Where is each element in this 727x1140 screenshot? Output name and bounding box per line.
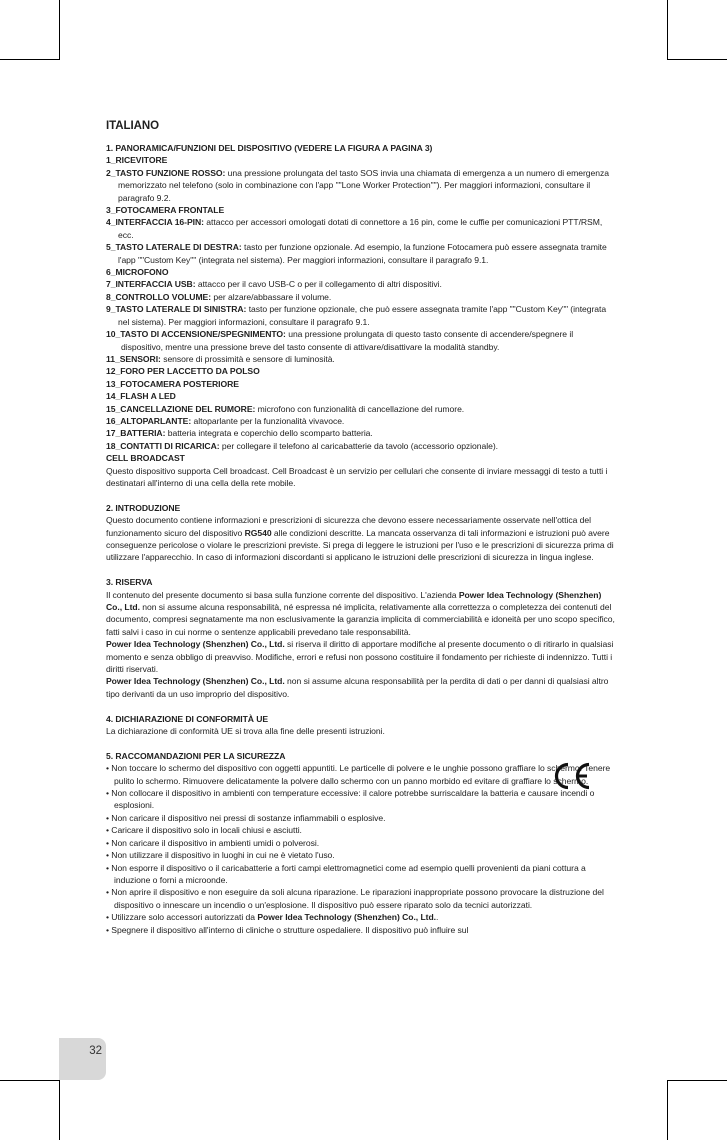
language-title: ITALIANO xyxy=(106,120,160,132)
feature-item-label: 5_TASTO LATERALE DI DESTRA: xyxy=(106,242,242,253)
feature-item-text: batteria integrata e coperchio dello scomparto batteria. xyxy=(165,428,373,439)
feature-item-label: 14_FLASH A LED xyxy=(106,391,176,402)
feature-item-text: tasto per funzione opzionale, che può essere assegnata tramite l'app ""Custom Key"" (integrata nel sistema). Per maggiori informazioni, consultare il paragrafo 9.1. xyxy=(118,304,607,327)
feature-item-label: 1_RICEVITORE xyxy=(106,155,168,166)
feature-item-text: sensore di prossimità e sensore di luminosità. xyxy=(160,353,335,364)
crop-mark xyxy=(667,1080,668,1140)
section-2-title: 2. INTRODUZIONE xyxy=(106,502,181,513)
safety-bullet: • Non esporre il dispositivo o il caricabatterie a forti campi elettromagnetici come ad esempio quelli provenienti da piani cottura a induzione o forni a microonde. xyxy=(106,862,586,885)
company-name: Power Idea Technology (Shenzhen) Co., Ltd. xyxy=(257,912,437,923)
feature-item-label: 2_TASTO FUNZIONE ROSSO: xyxy=(106,167,226,178)
document-body xyxy=(106,119,616,936)
safety-bullet: • Non aprire il dispositivo e non eseguire da soli alcuna riparazione. Le riparazioni inappropriate possono provocare la distruzione del dispositivo o innescare un incendio o un'esplosione. Il dispositivo può essere riparato solo da tecnici autorizzati. xyxy=(106,887,604,910)
disclaimer-paragraph-1: Il contenuto del presente documento si basa sulla funzione corrente del dispositivo. L'azienda Power Idea Technology (Shenzhen) Co., Ltd. non si assume alcuna responsabilità, né espressa né implicita, relativamente alla correttezza o completezza dei contenuti del documento, compresi segnatamente ma non esclusivamente la garanzia implicita di commerciabilità e idoneità per uno scopo specifico, fatti salvi i caso in cui norme o sentenze applicabili prevedano tale responsabilità. xyxy=(106,589,615,637)
safety-list xyxy=(106,762,616,911)
disclaimer-paragraph-3: Power Idea Technology (Shenzhen) Co., Ltd. non si assume alcuna responsabilità per la perdita di dati o per danni di qualsiasi altro tipo derivanti da un uso improprio del dispositivo. xyxy=(106,676,609,699)
model-name: RG540 xyxy=(244,527,272,538)
feature-item-text: una pressione prolungata del tasto SOS invia una chiamata di emergenza a un numero di emergenza memorizzato nel telefono (solo in combinazione con l'app ""Lone Worker Protection""). Per maggiori informazioni, consultare il paragrafo 9.2. xyxy=(118,167,609,203)
crop-mark xyxy=(667,59,727,60)
feature-item xyxy=(106,403,616,415)
safety-bullet: • Non utilizzare il dispositivo in luoghi in cui ne è vietato l'uso. xyxy=(106,850,335,861)
crop-mark xyxy=(0,59,60,60)
feature-item xyxy=(106,303,616,328)
feature-item-label: 18_CONTATTI DI RICARICA: xyxy=(106,440,220,451)
feature-item xyxy=(106,241,616,266)
page-number-tab xyxy=(59,1038,106,1080)
safety-bullet: • Utilizzare solo accessori autorizzati da Power Idea Technology (Shenzhen) Co., Ltd.. xyxy=(106,912,439,923)
feature-item xyxy=(106,291,616,303)
feature-item-label: 12_FORO PER LACCETTO DA POLSO xyxy=(106,366,260,377)
feature-item xyxy=(106,266,616,278)
cell-broadcast-title: CELL BROADCAST xyxy=(106,453,185,464)
feature-item xyxy=(106,353,616,365)
feature-item-label: 15_CANCELLAZIONE DEL RUMORE: xyxy=(106,403,256,414)
feature-item-label: 7_INTERFACCIA USB: xyxy=(106,279,196,290)
feature-item xyxy=(106,390,616,402)
crop-mark xyxy=(0,1080,60,1081)
feature-list xyxy=(106,154,616,452)
section-5-title: 5. RACCOMANDAZIONI PER LA SICUREZZA xyxy=(106,750,286,761)
safety-bullet: • Spegnere il dispositivo all'interno di cliniche o strutture ospedaliere. Il dispositivo può influire sul xyxy=(106,924,469,935)
feature-item-text: attacco per il cavo USB-C o per il collegamento di altri dispositivi. xyxy=(195,279,442,290)
feature-item-text: attacco per accessori omologati dotati di connettore a 16 pin, come le cuffie per comunicazioni PTT/RSM, ecc. xyxy=(118,217,603,240)
feature-item-label: 11_SENSORI: xyxy=(106,353,161,364)
introduction-text: Questo documento contiene informazioni e prescrizioni di sicurezza che devono essere necessariamente osservate nell'ottica del funzionamento sicuro del dispositivo RG540 alle condizioni descritte. La mancata osservanza di tali informazioni e istruzioni può avere conseguenze pericolose o violare le prescrizioni previste. Si prega di leggere le istruzioni per l'uso e le prescrizioni di sicurezza prima di utilizzare l'apparecchio. In caso di informazioni discordanti si applicano le istruzioni delle prescrizioni di sicurezza in lingua inglese. xyxy=(106,515,614,563)
feature-item-text: altoparlante per la funzionalità vivavoce. xyxy=(191,415,345,426)
section-4-title: 4. DICHIARAZIONE DI CONFORMITÀ UE xyxy=(106,713,269,724)
page-number: 32 xyxy=(89,1045,102,1057)
feature-item-text: tasto per funzione opzionale. Ad esempio, la funzione Fotocamera può essere assegnata tramite l'app ""Custom Key"" (integrata nel sistema). Per maggiori informazioni, consultare il paragrafo 9.1. xyxy=(118,242,607,265)
feature-item-label: 4_INTERFACCIA 16-PIN: xyxy=(106,217,204,228)
feature-item xyxy=(106,440,616,452)
feature-item-label: 3_FOTOCAMERA FRONTALE xyxy=(106,205,225,216)
feature-item-label: 10_TASTO DI ACCENSIONE/SPEGNIMENTO: xyxy=(106,329,286,340)
feature-item-label: 16_ALTOPARLANTE: xyxy=(106,415,192,426)
crop-mark xyxy=(667,0,668,60)
feature-item-label: 9_TASTO LATERALE DI SINISTRA: xyxy=(106,304,247,315)
safety-bullet: • Non toccare lo schermo del dispositivo con oggetti appuntiti. Le particelle di polvere e le unghie possono graffiare lo schermo. Tenere pulito lo schermo. Rimuovere delicatamente la polvere dallo schermo con un panno morbido ed evitare di graffiare lo schermo. xyxy=(106,763,611,786)
ce-mark-icon xyxy=(552,761,594,791)
feature-item xyxy=(106,378,616,390)
feature-item xyxy=(106,415,616,427)
company-name: Power Idea Technology (Shenzhen) Co., Ltd. xyxy=(106,639,285,650)
feature-item xyxy=(106,427,616,439)
feature-item xyxy=(106,278,616,290)
section-3-title: 3. RISERVA xyxy=(106,577,153,588)
cell-broadcast-text: Questo dispositivo supporta Cell broadcast. Cell Broadcast è un servizio per cellulari che consente di inviare messaggi di testo a tutti i destinatari all'interno di una cella della rete mobile. xyxy=(106,465,608,488)
crop-mark xyxy=(59,1080,60,1140)
feature-item xyxy=(106,328,616,353)
feature-item xyxy=(106,365,616,377)
feature-item-text: per alzare/abbassare il volume. xyxy=(211,291,332,302)
feature-item-label: 8_CONTROLLO VOLUME: xyxy=(106,291,212,302)
company-name: Power Idea Technology (Shenzhen) Co., Ltd. xyxy=(106,589,602,612)
feature-item-text: per collegare il telefono al caricabatterie da tavolo (accessorio opzionale). xyxy=(219,440,498,451)
feature-item xyxy=(106,216,616,241)
feature-item xyxy=(106,154,616,166)
safety-bullet: • Non caricare il dispositivo nei pressi di sostanze infiammabili o esplosive. xyxy=(106,812,386,823)
crop-mark xyxy=(59,0,60,60)
safety-bullet: • Non collocare il dispositivo in ambienti con temperature eccessive: il calore potrebbe surriscaldare la batteria e causare incendi o esplosioni. xyxy=(106,788,595,811)
feature-item xyxy=(106,167,616,204)
safety-bullet: • Caricare il dispositivo solo in locali chiusi e asciutti. xyxy=(106,825,302,836)
feature-item xyxy=(106,204,616,216)
disclaimer-paragraph-2: Power Idea Technology (Shenzhen) Co., Ltd. si riserva il diritto di apportare modifiche al presente documento o di ritirarlo in qualsiasi momento e senza obbligo di preavviso. Modifiche, errori e refusi non possono costituire il fondamento per richieste di indennizzo. Tutti i diritti riservati. xyxy=(106,639,614,675)
conformity-text: La dichiarazione di conformità UE si trova alla fine delle presenti istruzioni. xyxy=(106,726,385,737)
section-1-title: 1. PANORAMICA/FUNZIONI DEL DISPOSITIVO (VEDERE LA FIGURA A PAGINA 3) xyxy=(106,143,433,153)
feature-item-label: 13_FOTOCAMERA POSTERIORE xyxy=(106,378,239,389)
company-name: Power Idea Technology (Shenzhen) Co., Ltd. xyxy=(106,676,285,687)
safety-bullet: • Non caricare il dispositivo in ambienti umidi o polverosi. xyxy=(106,837,320,848)
feature-item-label: 17_BATTERIA: xyxy=(106,428,166,439)
feature-item-text: microfono con funzionalità di cancellazione del rumore. xyxy=(255,403,465,414)
feature-item-label: 6_MICROFONO xyxy=(106,267,169,278)
crop-mark xyxy=(667,1080,727,1081)
feature-item-text: una pressione prolungata di questo tasto consente di accendere/spegnere il dispositivo, mentre una pressione breve del tasto consente di attivare/disattivare la modalità standby. xyxy=(121,329,574,352)
